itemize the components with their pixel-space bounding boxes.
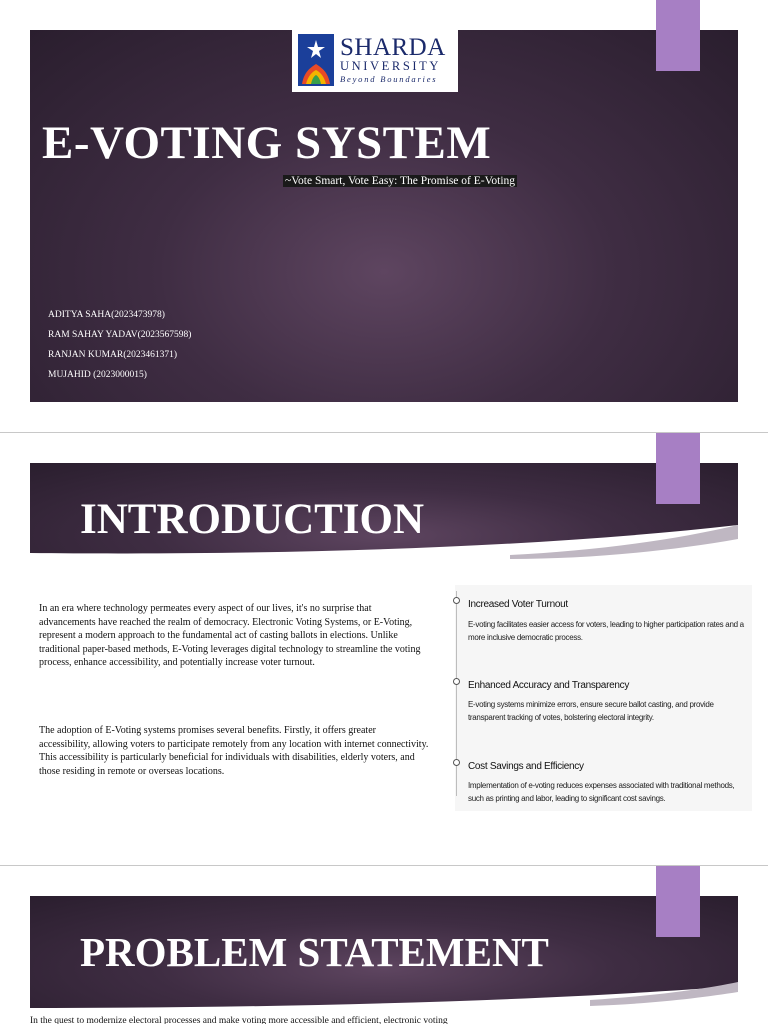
- timeline-dot-icon: [453, 678, 460, 685]
- benefit-body: E-voting systems minimize errors, ensure secure ballot casting, and provide transparent tracking of votes, bolstering electoral integrity.: [468, 700, 714, 723]
- accent-tab: [656, 866, 700, 937]
- logo-sub: UNIVERSITY: [340, 58, 441, 73]
- problem-statement-slide: [0, 866, 768, 1024]
- intro-paragraph: In an era where technology permeates every aspect of our lives, it's no surprise that advancements have reached the realm of democracy. Electronic Voting Systems, or E-Voting, represent a modern approach to the fundamental act of casting ballots in elections. Unlike traditional paper-based methods, E-Voting leverages digital technology to streamline the voting process, enhance accessibility, and potentially increase voter turnout.: [39, 603, 421, 669]
- timeline-dot-icon: [453, 597, 460, 604]
- introduction-slide: [0, 433, 768, 865]
- accent-tab: [656, 433, 700, 504]
- timeline-dot-icon: [453, 759, 460, 766]
- title-slide: [0, 0, 768, 432]
- banner-wave: [30, 978, 738, 1010]
- author-item: MUJAHID (2023000015): [48, 370, 147, 380]
- problem-statement-title: PROBLEM STATEMENT: [80, 929, 549, 975]
- author-item: RAM SAHAY YADAV(2023567598): [48, 330, 192, 340]
- author-item: ADITYA SAHA(2023473978): [48, 310, 165, 320]
- benefit-body: E-voting facilitates easier access for voters, leading to higher participation rates and a more inclusive democratic process.: [468, 620, 744, 643]
- university-logo: [292, 28, 458, 92]
- logo-name: SHARDA: [340, 33, 446, 61]
- presentation-title: E-VOTING SYSTEM: [42, 117, 492, 169]
- author-item: RANJAN KUMAR(2023461371): [48, 350, 178, 360]
- presentation-subtitle: ~Vote Smart, Vote Easy: The Promise of E-Voting: [285, 175, 516, 187]
- introduction-title: INTRODUCTION: [80, 496, 425, 543]
- benefit-heading: Increased Voter Turnout: [468, 599, 568, 610]
- benefit-heading: Cost Savings and Efficiency: [468, 761, 584, 772]
- benefits-timeline: [455, 585, 752, 811]
- author-list: [48, 308, 191, 388]
- benefit-heading: Enhanced Accuracy and Transparency: [468, 680, 630, 691]
- university-emblem-icon: [298, 34, 334, 86]
- intro-paragraph: The adoption of E-Voting systems promises several benefits. Firstly, it offers greater accessibility, allowing voters to participate remotely from any location with internet connectivity. This accessibility is particularly beneficial for individuals with disabilities, elderly voters, and those residing in remote or overseas locations.: [39, 725, 429, 777]
- logo-tagline: Beyond Boundaries: [340, 73, 438, 84]
- accent-tab: [656, 0, 700, 71]
- benefit-body: Implementation of e-voting reduces expenses associated with traditional methods, such as printing and labor, leading to significant cost savings.: [468, 781, 735, 804]
- problem-statement-text: In the quest to modernize electoral processes and make voting more accessible and efficient, electronic voting: [30, 1016, 448, 1024]
